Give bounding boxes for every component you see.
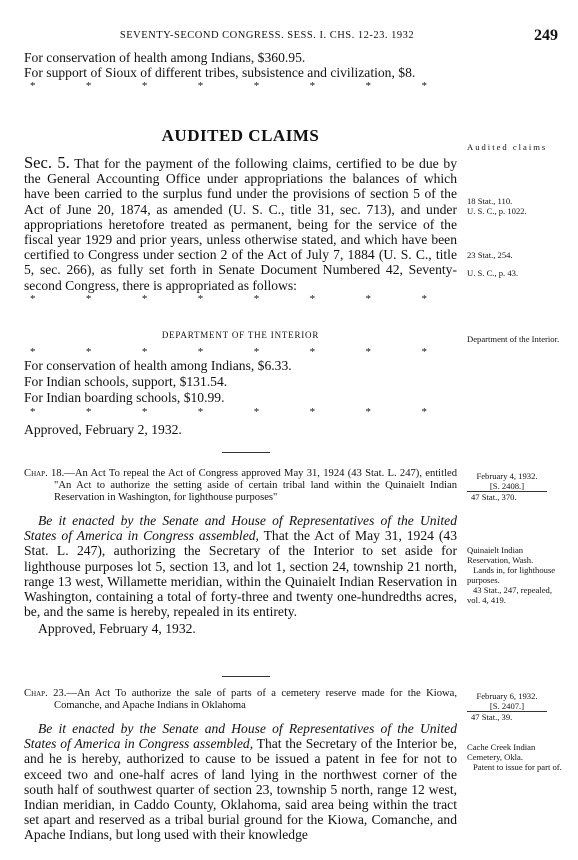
intro-block [24,50,457,92]
ellipsis-stars: * * * * * * * * [30,346,427,358]
margin-ref: U. S. C., p. 43. [467,268,519,278]
enacting-paragraph [24,513,457,619]
section-5-paragraph [24,155,457,293]
enactment-date: February 6, 1932. [476,691,538,701]
bill-number: [S. 2408.] [489,481,525,491]
ellipsis-stars: * * * * * * * * [30,80,427,93]
margin-note-chap18-date [467,471,567,502]
approved-line: Approved, February 4, 1932. [38,621,196,637]
section-number: Sec. 5. [24,153,70,172]
margin-note-cache-creek: Cache Creek Indian Cemetery, Okla. Patent to issue for part of. [467,742,562,772]
approved-line: Approved, February 2, 1932. [24,422,182,437]
intro-line: For support of Sioux of different tribes, subsistence and civilization, $8. [24,65,416,81]
act-body: That the Act of May 31, 1924 (43 Stat. L. 247), authorizing the Secretary of the Interior to set aside for lighthouse purposes lot 5, section 13, and lot 1, section 24, township 21 north, range 13 west, Willamette meridian, within the Quinaielt Indian Reservation in Washington, containing a total of forty-three and twenty one-hundredths acres, be, and the same is hereby, repealed in its entirety. [24,528,457,620]
margin-note-chap23-date [467,691,567,722]
margin-ref: 18 Stat., 110. [467,196,513,206]
bill-number: [S. 2407.] [489,701,525,711]
act-body: That the Secretary of the Interior be, and he is hereby, authorized to cause to be issued a patent in fee for not to exceed two and one-half acres of land lying in the northwest corner of the south half of southwest quarter of section 23, township 5 north, range 12 west, Indian meridian, in Caddo County, Oklahoma, said area being within the tract set apart and reserved as a tribal burial ground for the Kiowa, Comanche, and Apache Indians, but long used with their knowledge [24,736,458,843]
ellipsis-stars: * * * * * * * * [30,292,427,305]
chapter-title-text: —An Act To authorize the sale of parts of a cemetery reserve made for the Kiowa, Comanche, and Apache Indians in Oklahoma [54,688,458,711]
intro-line: For conservation of health among Indians, $360.95. [24,50,306,65]
audited-claims-section [24,126,457,305]
chapter-23 [24,688,457,843]
enacting-clause: Be it enacted by the Senate and House of Representatives of the United States of America in Congress assembled, [24,721,457,752]
divider-rule [222,452,270,453]
chapter-title-text: —An Act To repeal the Act of Congress approved May 31, 1924 (43 Stat. L. 247), entitled "An Act to authorize the setting aside of certain tribal land within the Quinaielt Indian Reservation in Washington, for lighthouse purposes" [54,468,458,503]
margin-note-department: Department of the Interior. [467,334,560,344]
chapter-label: Chap. 23. [24,688,67,699]
margin-note-quinaielt: Quinaielt Indian Reservation, Wash. Lands in, for lighthouse purposes. 43 Stat., 247, repealed, vol. 4, 419. [467,545,556,605]
margin-note-references [467,250,567,278]
statute-ref: 47 Stat., 370. [471,492,517,502]
page-number: 249 [534,27,558,44]
ellipsis-stars: * * * * * * * * [30,406,427,418]
enacting-clause: Be it enacted by the Senate and House of Representatives of the United States of America in Congress assembled, [24,513,457,544]
department-section [24,330,457,437]
chapter-label: Chap. 18. [24,468,65,479]
department-heading: DEPARTMENT OF THE INTERIOR [161,330,320,340]
divider-rule [222,676,270,677]
appropriation-item: For conservation of health among Indians, $6.33. [24,358,292,373]
running-head: SEVENTY-SECOND CONGRESS. SESS. I. CHS. 12-23. 1932 [119,30,415,41]
margin-ref: 23 Stat., 254. [467,250,513,260]
section-text: That for the payment of the following claims, certified to be due by the General Accounting Office under appropriations the balances of which have been carried to the surplus fund under the provisions of section 5 of the Act of June 20, 1874, as amended (U. S. C., title 31, sec. 713), and under appropriations heretofore treated as permanent, being for the service of the fiscal year 1929 and prior years, unless otherwise stated, and which have been certified to Congress under section 2 of the Act of July 7, 1884 (U. S. C., title 5, sec. 266), as fully set forth in Senate Document Numbered 42, Seventy-second Congress, there is appropriated as follows: [24,156,457,293]
enactment-date: February 4, 1932. [476,471,538,481]
chapter-title [24,468,457,504]
chapter-18 [24,468,457,637]
margin-note-audited-claims: Audited claims [467,142,548,152]
margin-ref: U. S. C., p. 1022. [467,206,527,216]
statute-ref: 47 Stat., 39. [471,712,513,722]
appropriation-item: For Indian boarding schools, $10.99. [24,390,225,405]
appropriation-item: For Indian schools, support, $131.54. [24,374,228,389]
enacting-paragraph [24,721,457,843]
margin-note-references [467,196,567,216]
section-heading: AUDITED CLAIMS [161,126,320,145]
chapter-title [24,688,457,712]
